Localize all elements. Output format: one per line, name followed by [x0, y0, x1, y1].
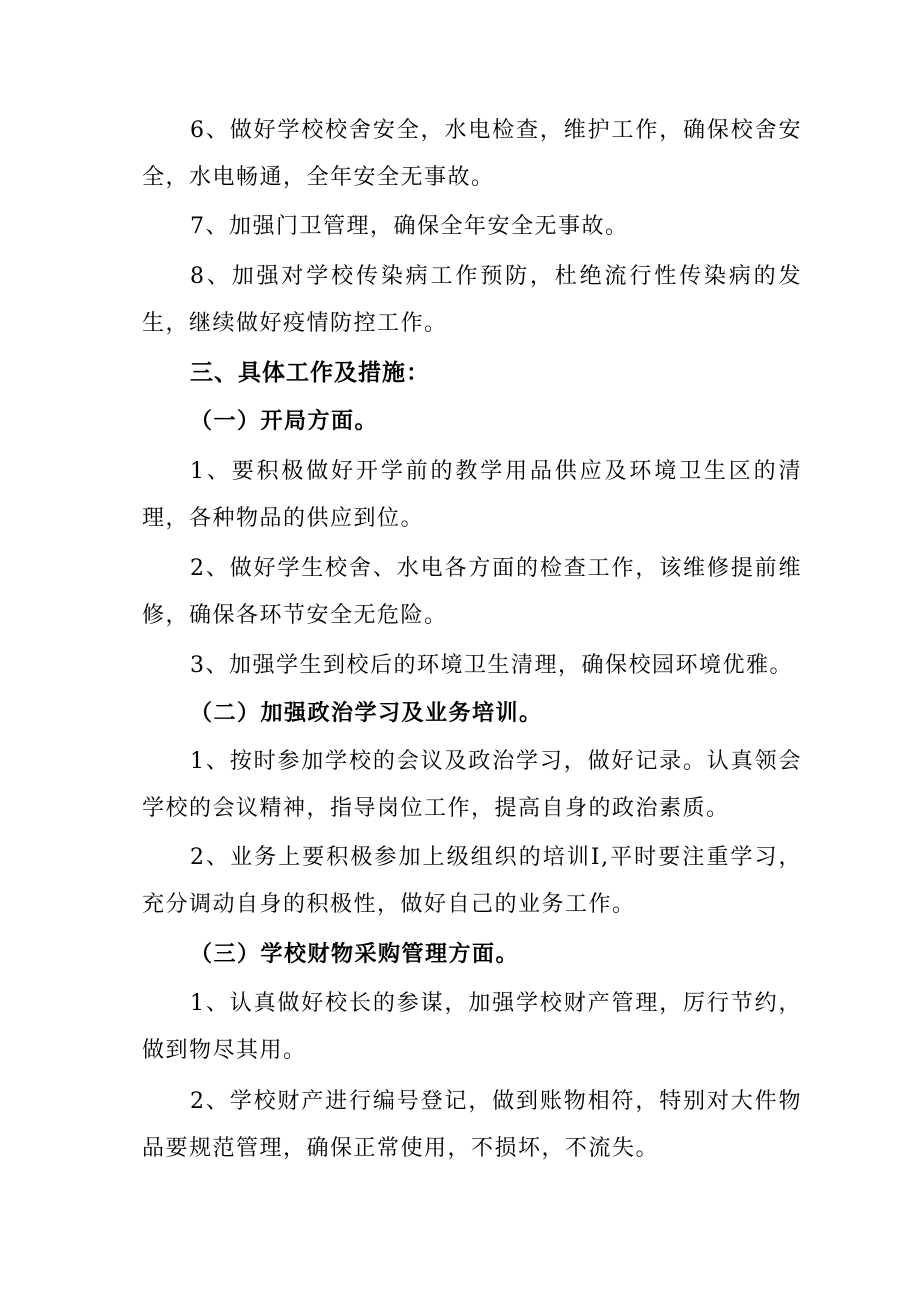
subsection-2-item-1: 1、按时参加学校的会议及政治学习，做好记录。认真领会学校的会议精神，指导岗位工作，提高自身的政治素质。	[142, 749, 802, 821]
paragraph-item-6: 6、做好学校校舍安全，水电检查，维护工作，确保校舍安全，水电畅通，全年安全无事故。	[142, 118, 802, 190]
subsection-heading-3: （三）学校财物采购管理方面。	[190, 941, 520, 967]
subsection-2-item-2: 2、业务上要积极参加上级组织的培训I,平时要注重学习，充分调动自身的积极性，做好自己的业务工作。	[142, 845, 802, 917]
subsection-3-item-2: 2、学校财产进行编号登记，做到账物相符，特别对大件物品要规范管理，确保正常使用，不损坏，不流失。	[142, 1089, 802, 1161]
subsection-3-item-1: 1、认真做好校长的参谋，加强学校财产管理，厉行节约，做到物尽其用。	[142, 991, 802, 1063]
paragraph-item-8: 8、加强对学校传染病工作预防，杜绝流行性传染病的发生，继续做好疫情防控工作。	[142, 264, 802, 336]
paragraph-item-7: 7、加强门卫管理，确保全年安全无事故。	[190, 214, 629, 239]
subsection-1-item-2: 2、做好学生校舍、水电各方面的检查工作，该维修提前维修，确保各环节安全无危险。	[142, 556, 802, 628]
subsection-1-item-3: 3、加强学生到校后的环境卫生清理，确保校园环境优雅。	[190, 653, 793, 678]
subsection-heading-1: （一）开局方面。	[190, 408, 379, 434]
section-heading-3: 三、具体工作及措施：	[190, 360, 430, 386]
subsection-heading-2: （二）加强政治学习及业务培训。	[190, 700, 543, 726]
subsection-1-item-1: 1、要积极做好开学前的教学用品供应及环境卫生区的清理，各种物品的供应到位。	[142, 459, 802, 531]
